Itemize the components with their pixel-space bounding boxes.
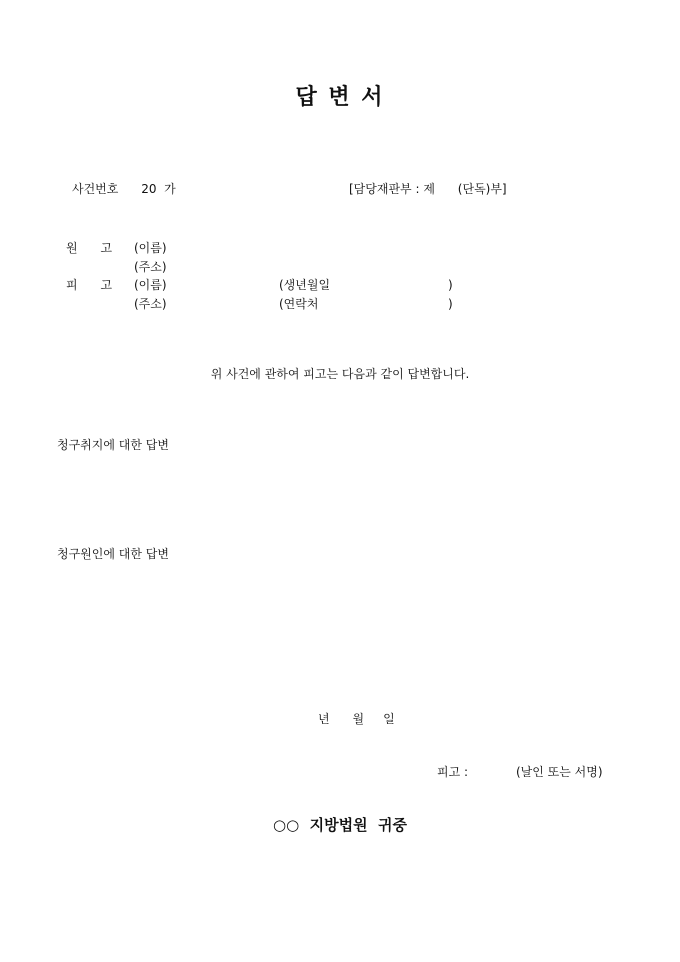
date-line: 년 월 일 [318,712,395,726]
defendant-signature-label: 피고 : [437,765,469,779]
case-number-line: 사건번호 20 가 [72,182,176,196]
plaintiff-address-label: (주소) [134,260,167,274]
plaintiff-name-label: (이름) [134,241,167,255]
defendant-contact-close-paren: ) [448,297,453,311]
assigned-court-division: [담당재판부 : 제 (단독)부] [349,182,507,196]
defendant-birthdate-label: (생년월일 [279,278,331,292]
section-heading-claim-purpose-answer: 청구취지에 대한 답변 [57,438,169,452]
addressed-court-line: ○○ 지방법원 귀중 [272,816,407,834]
plaintiff-role-label: 원 고 [66,241,113,255]
defendant-contact-label: (연락처 [279,297,319,311]
defendant-address-label: (주소) [134,297,167,311]
answer-statement: 위 사건에 관하여 피고는 다음과 같이 답변합니다. [210,367,470,381]
defendant-role-label: 피 고 [66,278,113,292]
document-title: 답 변 서 [295,85,385,110]
defendant-name-label: (이름) [134,278,167,292]
seal-or-signature-note: (날인 또는 서명) [516,765,603,779]
section-heading-claim-cause-answer: 청구원인에 대한 답변 [57,547,169,561]
defendant-birthdate-close-paren: ) [448,278,453,292]
